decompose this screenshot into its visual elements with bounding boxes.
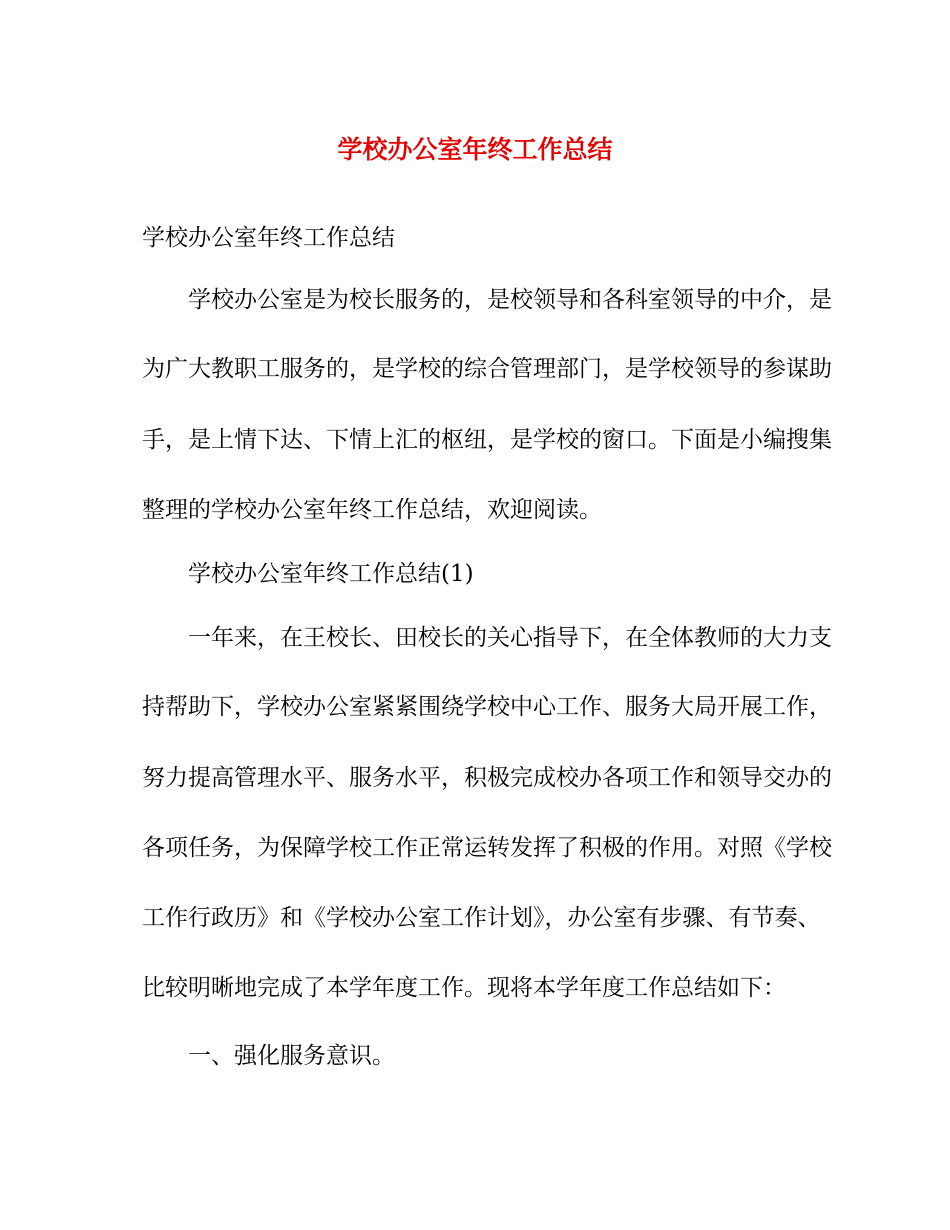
intro-line-3: 手，是上情下达、下情上汇的枢纽，是学校的窗口。下面是小编搜集 [142, 427, 832, 453]
document-subtitle: 学校办公室年终工作总结 [142, 225, 395, 251]
intro-line-1: 学校办公室是为校长服务的，是校领导和各科室领导的中介，是 [188, 287, 832, 313]
intro-line-2: 为广大教职工服务的，是学校的综合管理部门，是学校领导的参谋助 [142, 356, 832, 382]
body-line-1: 一年来，在王校长、田校长的关心指导下，在全体教师的大力支 [188, 625, 832, 651]
body-line-5: 工作行政历》和《学校办公室工作计划》，办公室有步骤、有节奏、 [142, 905, 821, 931]
section-title: 学校办公室年终工作总结(1) [188, 561, 474, 587]
document-title: 学校办公室年终工作总结 [337, 135, 613, 164]
intro-line-4: 整理的学校办公室年终工作总结，欢迎阅读。 [142, 497, 602, 523]
body-line-6: 比较明晰地完成了本学年度工作。现将本学年度工作总结如下： [142, 975, 786, 1001]
body-line-2: 持帮助下，学校办公室紧紧围绕学校中心工作、服务大局开展工作， [142, 694, 832, 720]
heading-1: 一、强化服务意识。 [188, 1043, 395, 1069]
body-line-4: 各项任务，为保障学校工作正常运转发挥了积极的作用。对照《学校 [142, 835, 832, 861]
body-line-3: 努力提高管理水平、服务水平，积极完成校办各项工作和领导交办的 [142, 765, 832, 791]
